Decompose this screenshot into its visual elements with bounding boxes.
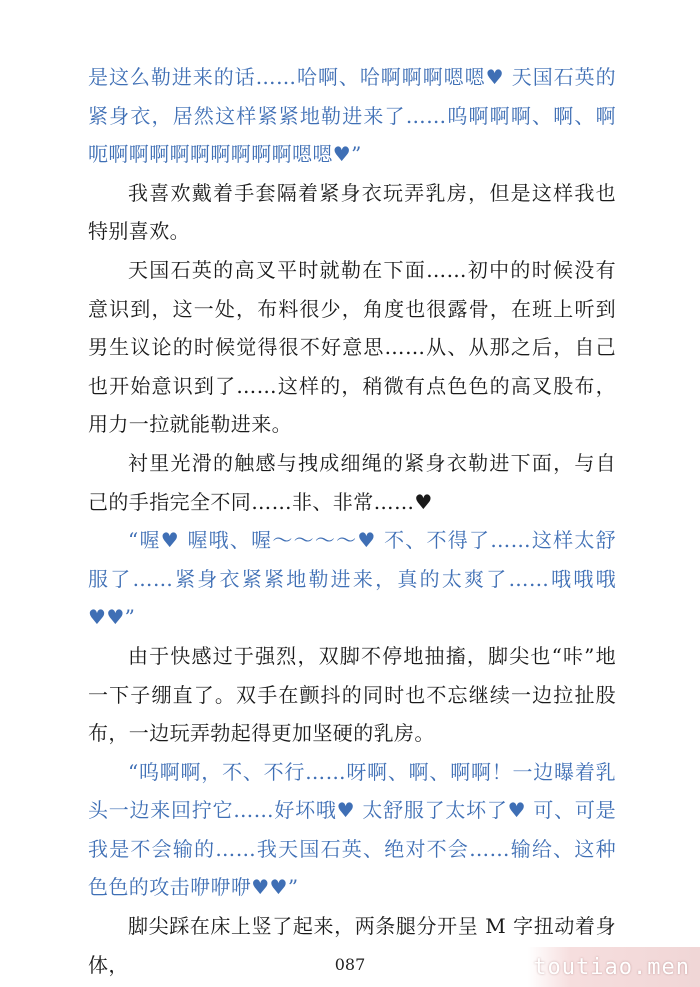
paragraph-dialogue: 是这么勒进来的话……哈啊、哈啊啊啊嗯嗯♥ 天国石英的紧身衣，居然这样紧紧地勒进来了……呜啊啊啊、啊、啊呃啊啊啊啊啊啊啊啊啊嗯嗯♥” <box>88 65 616 167</box>
paragraph-narration: 脚尖踩在床上竖了起来，两条腿分开呈 M 字扭动着身体， <box>88 914 616 977</box>
watermark <box>528 947 700 987</box>
paragraph-narration: 由于快感过于强烈，双脚不停地抽搐，脚尖也“咔”地一下子绷直了。双手在颤抖的同时也不忘继续一边拉扯股布，一边玩弄勃起得更加坚硬的乳房。 <box>88 643 616 746</box>
paragraph-narration: 天国石英的高叉平时就勒在下面……初中的时候没有意识到，这一处，布料很少，角度也很露骨，在班上听到男生议论的时候觉得很不好意思……从、从那之后，自己也开始意识到了……这样的，稍微有点色色的高叉股布，用力一拉就能勒进来。 <box>88 257 616 437</box>
body-text <box>88 58 616 984</box>
watermark-text: toutiao.men <box>533 954 690 980</box>
paragraph-dialogue: “呜啊啊，不、不行……呀啊、啊、啊啊！一边曝着乳头一边来回拧它……好坏哦♥ 太舒服了太坏了♥ 可、可是我是不会输的……我天国石英、绝对不会……输给、这种色色的攻击咿咿咿♥♥” <box>88 759 616 900</box>
paragraph-dialogue: “喔♥ 喔哦、喔～～～～♥ 不、不得了……这样太舒服了……紧身衣紧紧地勒进来，真的太爽了……哦哦哦♥♥” <box>88 528 616 630</box>
paragraph-narration: 衬里光滑的触感与拽成细绳的紧身衣勒进下面，与自己的手指完全不同……非、非常……♥ <box>88 450 616 514</box>
paragraph-narration: 我喜欢戴着手套隔着紧身衣玩弄乳房，但是这样我也特别喜欢。 <box>88 180 616 244</box>
page-number: 087 <box>334 955 366 974</box>
